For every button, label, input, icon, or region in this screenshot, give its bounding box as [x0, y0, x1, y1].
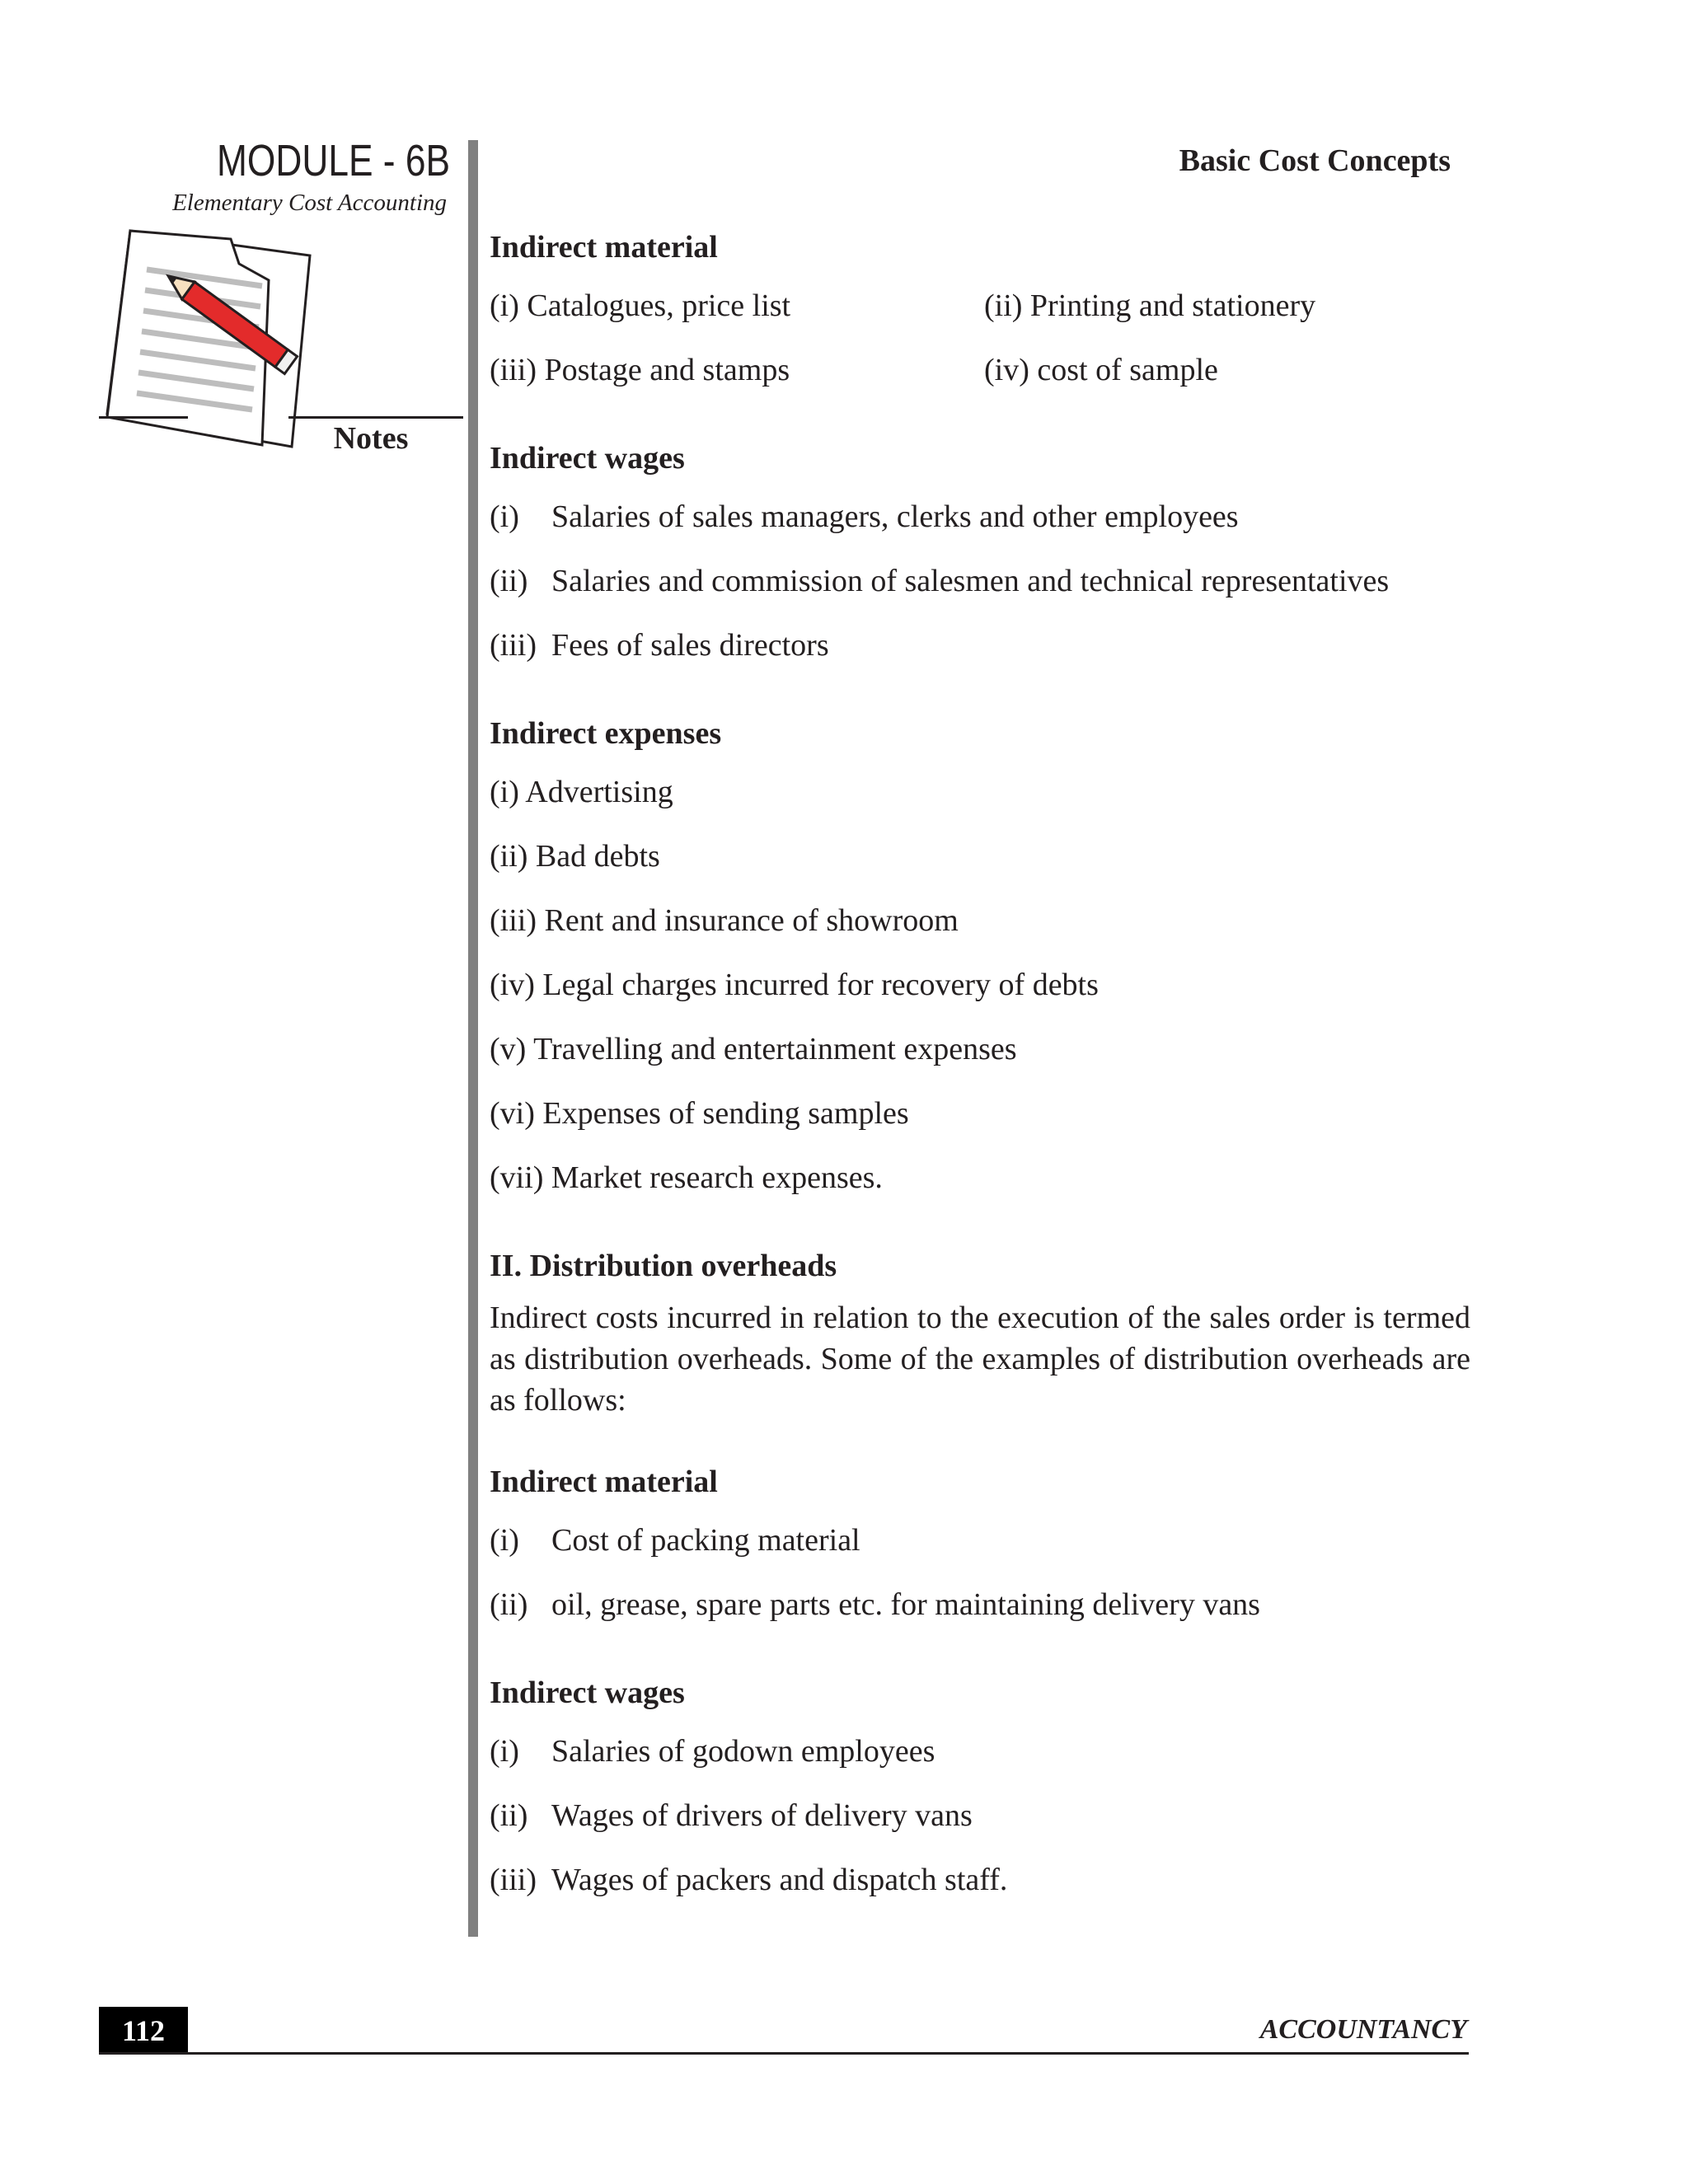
- list-text: Cost of packing material: [551, 1523, 860, 1558]
- list-item: (iii) Postage and stamps: [490, 353, 790, 387]
- list-item: (iv) cost of sample: [984, 353, 1218, 387]
- module-title: MODULE - 6B: [217, 136, 450, 185]
- list-item: [490, 485, 1470, 549]
- notepad-pencil-icon: [97, 224, 320, 455]
- list-item: (i) Catalogues, price list: [490, 288, 791, 323]
- list-item: (vii) Market research expenses.: [490, 1160, 883, 1195]
- list-item: (iii) Rent and insurance of showroom: [490, 903, 959, 938]
- page-content: [490, 221, 1470, 1912]
- footer-rule: [99, 2052, 1469, 2055]
- list-item: [490, 1848, 1470, 1912]
- list-item: [490, 1719, 1470, 1783]
- page-number: 112: [99, 2007, 188, 2055]
- section-heading: Indirect wages: [490, 1675, 685, 1710]
- list-item: (iv) Legal charges incurred for recovery of debts: [490, 968, 1099, 1002]
- book-title: ACCOUNTANCY: [1259, 2014, 1467, 2045]
- paragraph: Indirect costs incurred in relation to the execution of the sales order is termed as distribution overheads. Some of the examples of distribution overheads are as follows:: [490, 1301, 1470, 1418]
- list-row: [490, 274, 1470, 338]
- list-item: (ii) Bad debts: [490, 839, 660, 874]
- list-text: oil, grease, spare parts etc. for maintaining delivery vans: [551, 1587, 1260, 1622]
- notes-label: Notes: [333, 421, 409, 456]
- list-item: [490, 1572, 1470, 1637]
- list-number: (ii): [490, 564, 528, 598]
- list-item: [490, 1508, 1470, 1572]
- section-heading: Indirect material: [490, 1465, 718, 1499]
- list-item: (ii) Printing and stationery: [984, 288, 1316, 323]
- list-item: (i) Advertising: [490, 775, 673, 809]
- list-item: [490, 549, 1470, 613]
- margin-divider: [468, 140, 478, 1937]
- list-item: (v) Travelling and entertainment expenses: [490, 1032, 1017, 1066]
- list-number: (i): [490, 1734, 519, 1769]
- list-item: (vi) Expenses of sending samples: [490, 1096, 909, 1131]
- list-number: (i): [490, 1523, 519, 1558]
- section-heading: Indirect material: [490, 230, 718, 265]
- list-number: (iii): [490, 1863, 537, 1897]
- list-text: Fees of sales directors: [551, 628, 829, 663]
- chapter-title: Basic Cost Concepts: [1179, 143, 1451, 178]
- list-row: [490, 338, 1470, 402]
- list-item: [490, 613, 1470, 677]
- section-heading: II. Distribution overheads: [490, 1249, 837, 1283]
- list-number: (ii): [490, 1587, 528, 1622]
- list-text: Wages of packers and dispatch staff.: [551, 1863, 1008, 1897]
- list-text: Salaries of sales managers, clerks and other employees: [551, 499, 1239, 534]
- list-number: (i): [490, 499, 519, 534]
- list-item: [490, 1783, 1470, 1848]
- list-text: Wages of drivers of delivery vans: [551, 1798, 973, 1833]
- section-heading: Indirect wages: [490, 441, 685, 476]
- list-number: (iii): [490, 628, 537, 663]
- list-text: Salaries and commission of salesmen and technical representatives: [551, 564, 1390, 598]
- module-subtitle: Elementary Cost Accounting: [172, 190, 447, 216]
- section-heading: Indirect expenses: [490, 716, 722, 751]
- list-number: (ii): [490, 1798, 528, 1833]
- notes-rule-left: [99, 416, 188, 419]
- list-text: Salaries of godown employees: [551, 1734, 935, 1769]
